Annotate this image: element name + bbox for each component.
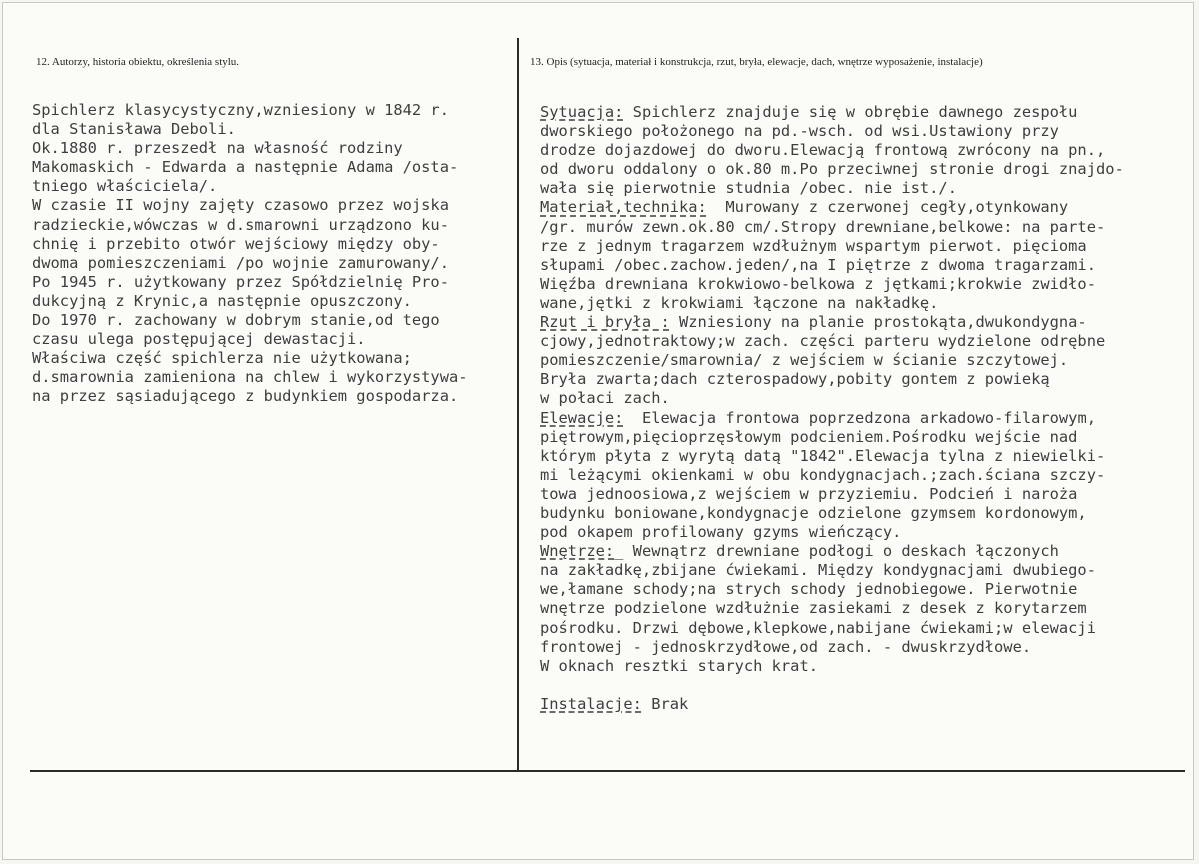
description-text: Brak (641, 694, 689, 713)
history-line: Do 1970 r. zachowany w dobrym stanie,od tego (32, 311, 440, 330)
history-line: dukcyjną z Krynic,a następnie opuszczony. (32, 291, 412, 310)
description-text: we,łamane schody;na strych schody jednobiegowe. Pierwotnie (540, 580, 1078, 599)
description-text: Murowany z czerwonej cegły,otynkowany (706, 198, 1069, 217)
description-text: /gr. murów zewn.ok.80 cm/.Stropy drewniane,belkowe: na parte- (540, 217, 1106, 236)
history-line: czasu ulega postępującej dewastacji. (32, 330, 366, 349)
description-line (540, 638, 1124, 657)
description-text: W oknach resztki starych krat. (540, 656, 818, 675)
history-line: dwoma pomieszczeniami /po wojnie zamurowany/. (32, 253, 449, 272)
description-text: rze z jednym tragarzem wzdłużnym wspartym pierwot. pięcioma (540, 236, 1087, 255)
description-line (540, 237, 1124, 256)
description-text: w połaci zach. (540, 389, 670, 408)
history-line: Spichlerz klasycystyczny,wzniesiony w 1842 r. (32, 101, 449, 119)
description-line (540, 389, 1124, 408)
description-text: frontowej - jednoskrzydłowe,od zach. - dwuskrzydłowe. (540, 637, 1032, 656)
description-line (540, 447, 1124, 466)
description-line (540, 275, 1124, 294)
description-line (540, 619, 1124, 638)
section-label: Wnętrze: (540, 542, 615, 561)
description-line (540, 657, 1124, 676)
description-text: Spichlerz znajduje się w obrębie dawnego zespołu (623, 103, 1078, 121)
bottom-rule (30, 770, 1185, 772)
history-line: d.smarownia zamieniona na chlew i wykorzystywa- (32, 368, 468, 387)
description-text: mi leżącymi okienkami w obu kondygnacjach.;zach.ściana szczy- (540, 465, 1106, 484)
description-line (540, 294, 1124, 313)
history-text-block (32, 101, 468, 407)
description-text: pośrodku. Drzwi dębowe,klepkowe,nabijane ćwiekami;w elewacji (540, 618, 1096, 637)
description-line (540, 218, 1124, 237)
section-label: Sytuacja: (540, 103, 624, 121)
description-line (540, 523, 1124, 542)
section-13-header: 13. Opis (sytuacja, materiał i konstrukcja, rzut, bryła, elewacje, dach, wnętrze wyposażenie, instalacje) (530, 56, 983, 68)
description-text: Elewacja frontowa poprzedzona arkadowo-filarowym, (623, 408, 1096, 427)
description-text: _ Wewnątrz drewniane podłogi o deskach łączonych (614, 542, 1059, 561)
description-text: Więźba drewniana krokwiowo-belkowa z jętkami;krokwie zwidło- (540, 274, 1096, 293)
description-line (540, 466, 1124, 485)
history-line: Ok.1880 r. przeszedł na własność rodziny (32, 139, 403, 158)
section-label: Instalacje: (540, 694, 642, 713)
section-label: Rzut i bryła : (540, 313, 670, 332)
description-line (540, 313, 1124, 332)
history-line: Właściwa część spichlerza nie użytkowana; (32, 349, 412, 368)
history-line: W czasie II wojny zajęty czasowo przez wojska (32, 196, 449, 215)
description-text: budynku boniowane,kondygnacje odzielone gzymsem kordonowym, (540, 503, 1087, 522)
description-text: drodze dojazdowej do dworu.Elewacją frontową zwrócony na pn., (540, 141, 1106, 160)
description-line (540, 428, 1124, 447)
description-text: Bryła zwarta;dach czterospadowy,pobity gontem z powieką (540, 370, 1050, 389)
description-text: pomieszczenie/smarownia/ z wejściem w ścianie szczytowej. (540, 351, 1069, 370)
history-line: dla Stanisława Deboli. (32, 120, 236, 139)
section-label: Materiał,technika: (540, 198, 707, 217)
description-line (540, 179, 1124, 198)
section-12-header: 12. Autorzy, historia obiektu, określenia stylu. (36, 56, 240, 68)
description-line (540, 409, 1124, 428)
description-line (540, 370, 1124, 389)
description-text: wane,jętki z krokwiami łączone na nakładkę. (540, 293, 939, 312)
description-line (540, 141, 1124, 160)
history-line: chnię i przebito otwór wejściowy między oby- (32, 234, 440, 253)
description-text: słupami /obec.zachow.jeden/,na I piętrze z dwoma tragarzami. (540, 255, 1096, 274)
description-line (540, 351, 1124, 370)
description-line (540, 332, 1124, 351)
description-text: wnętrze podzielone wzdłużnie zasiekami z desek z korytarzem (540, 599, 1087, 618)
description-text-block (540, 103, 1124, 714)
description-line (540, 599, 1124, 618)
description-text: piętrowym,pięcioprzęsłowym podcieniem.Pośrodku wejście nad (540, 427, 1078, 446)
description-text: cjowy,jednotraktowy;w zach. części parteru wydzielone odrębne (540, 332, 1106, 351)
description-text: pod okapem profilowany gzyms wieńczący. (540, 523, 902, 542)
description-line (540, 485, 1124, 504)
history-line: Makomaskich - Edwarda a następnie Adama /osta- (32, 158, 459, 177)
history-line: tniego właściciela/. (32, 177, 218, 196)
section-label: Elewacje: (540, 408, 624, 427)
column-divider (517, 38, 519, 770)
description-line (540, 160, 1124, 179)
description-line (540, 676, 1124, 695)
description-text: Wzniesiony na planie prostokąta,dwukondygna- (669, 313, 1087, 332)
description-text: dworskiego położonego na pd.-wsch. od wsi.Ustawiony przy (540, 122, 1059, 141)
history-line: na przez sąsiadującego z budynkiem gospodarza. (32, 387, 459, 406)
description-line (540, 542, 1124, 561)
description-line (540, 198, 1124, 217)
description-line (540, 695, 1124, 714)
description-line (540, 561, 1124, 580)
description-line (540, 103, 1124, 122)
description-text: od dworu oddalony o ok.80 m.Po przeciwnej stronie drogi znajdo- (540, 160, 1124, 179)
description-text: na zakładkę,zbijane ćwiekami. Między kondygnacjami dwubiego- (540, 561, 1096, 580)
history-line: radzieckie,wówczas w d.smarowni urządzono ku- (32, 215, 449, 234)
description-line (540, 504, 1124, 523)
description-line (540, 122, 1124, 141)
description-text: wała się pierwotnie studnia /obec. nie ist./. (540, 179, 957, 198)
description-text: towa jednoosiowa,z wejściem w przyziemiu. Podcień i naroża (540, 484, 1078, 503)
description-text: którym płyta z wyrytą datą "1842".Elewacja tylna z niewielki- (540, 446, 1106, 465)
description-line (540, 256, 1124, 275)
description-line (540, 580, 1124, 599)
history-line: Po 1945 r. użytkowany przez Spółdzielnię Pro- (32, 272, 449, 291)
